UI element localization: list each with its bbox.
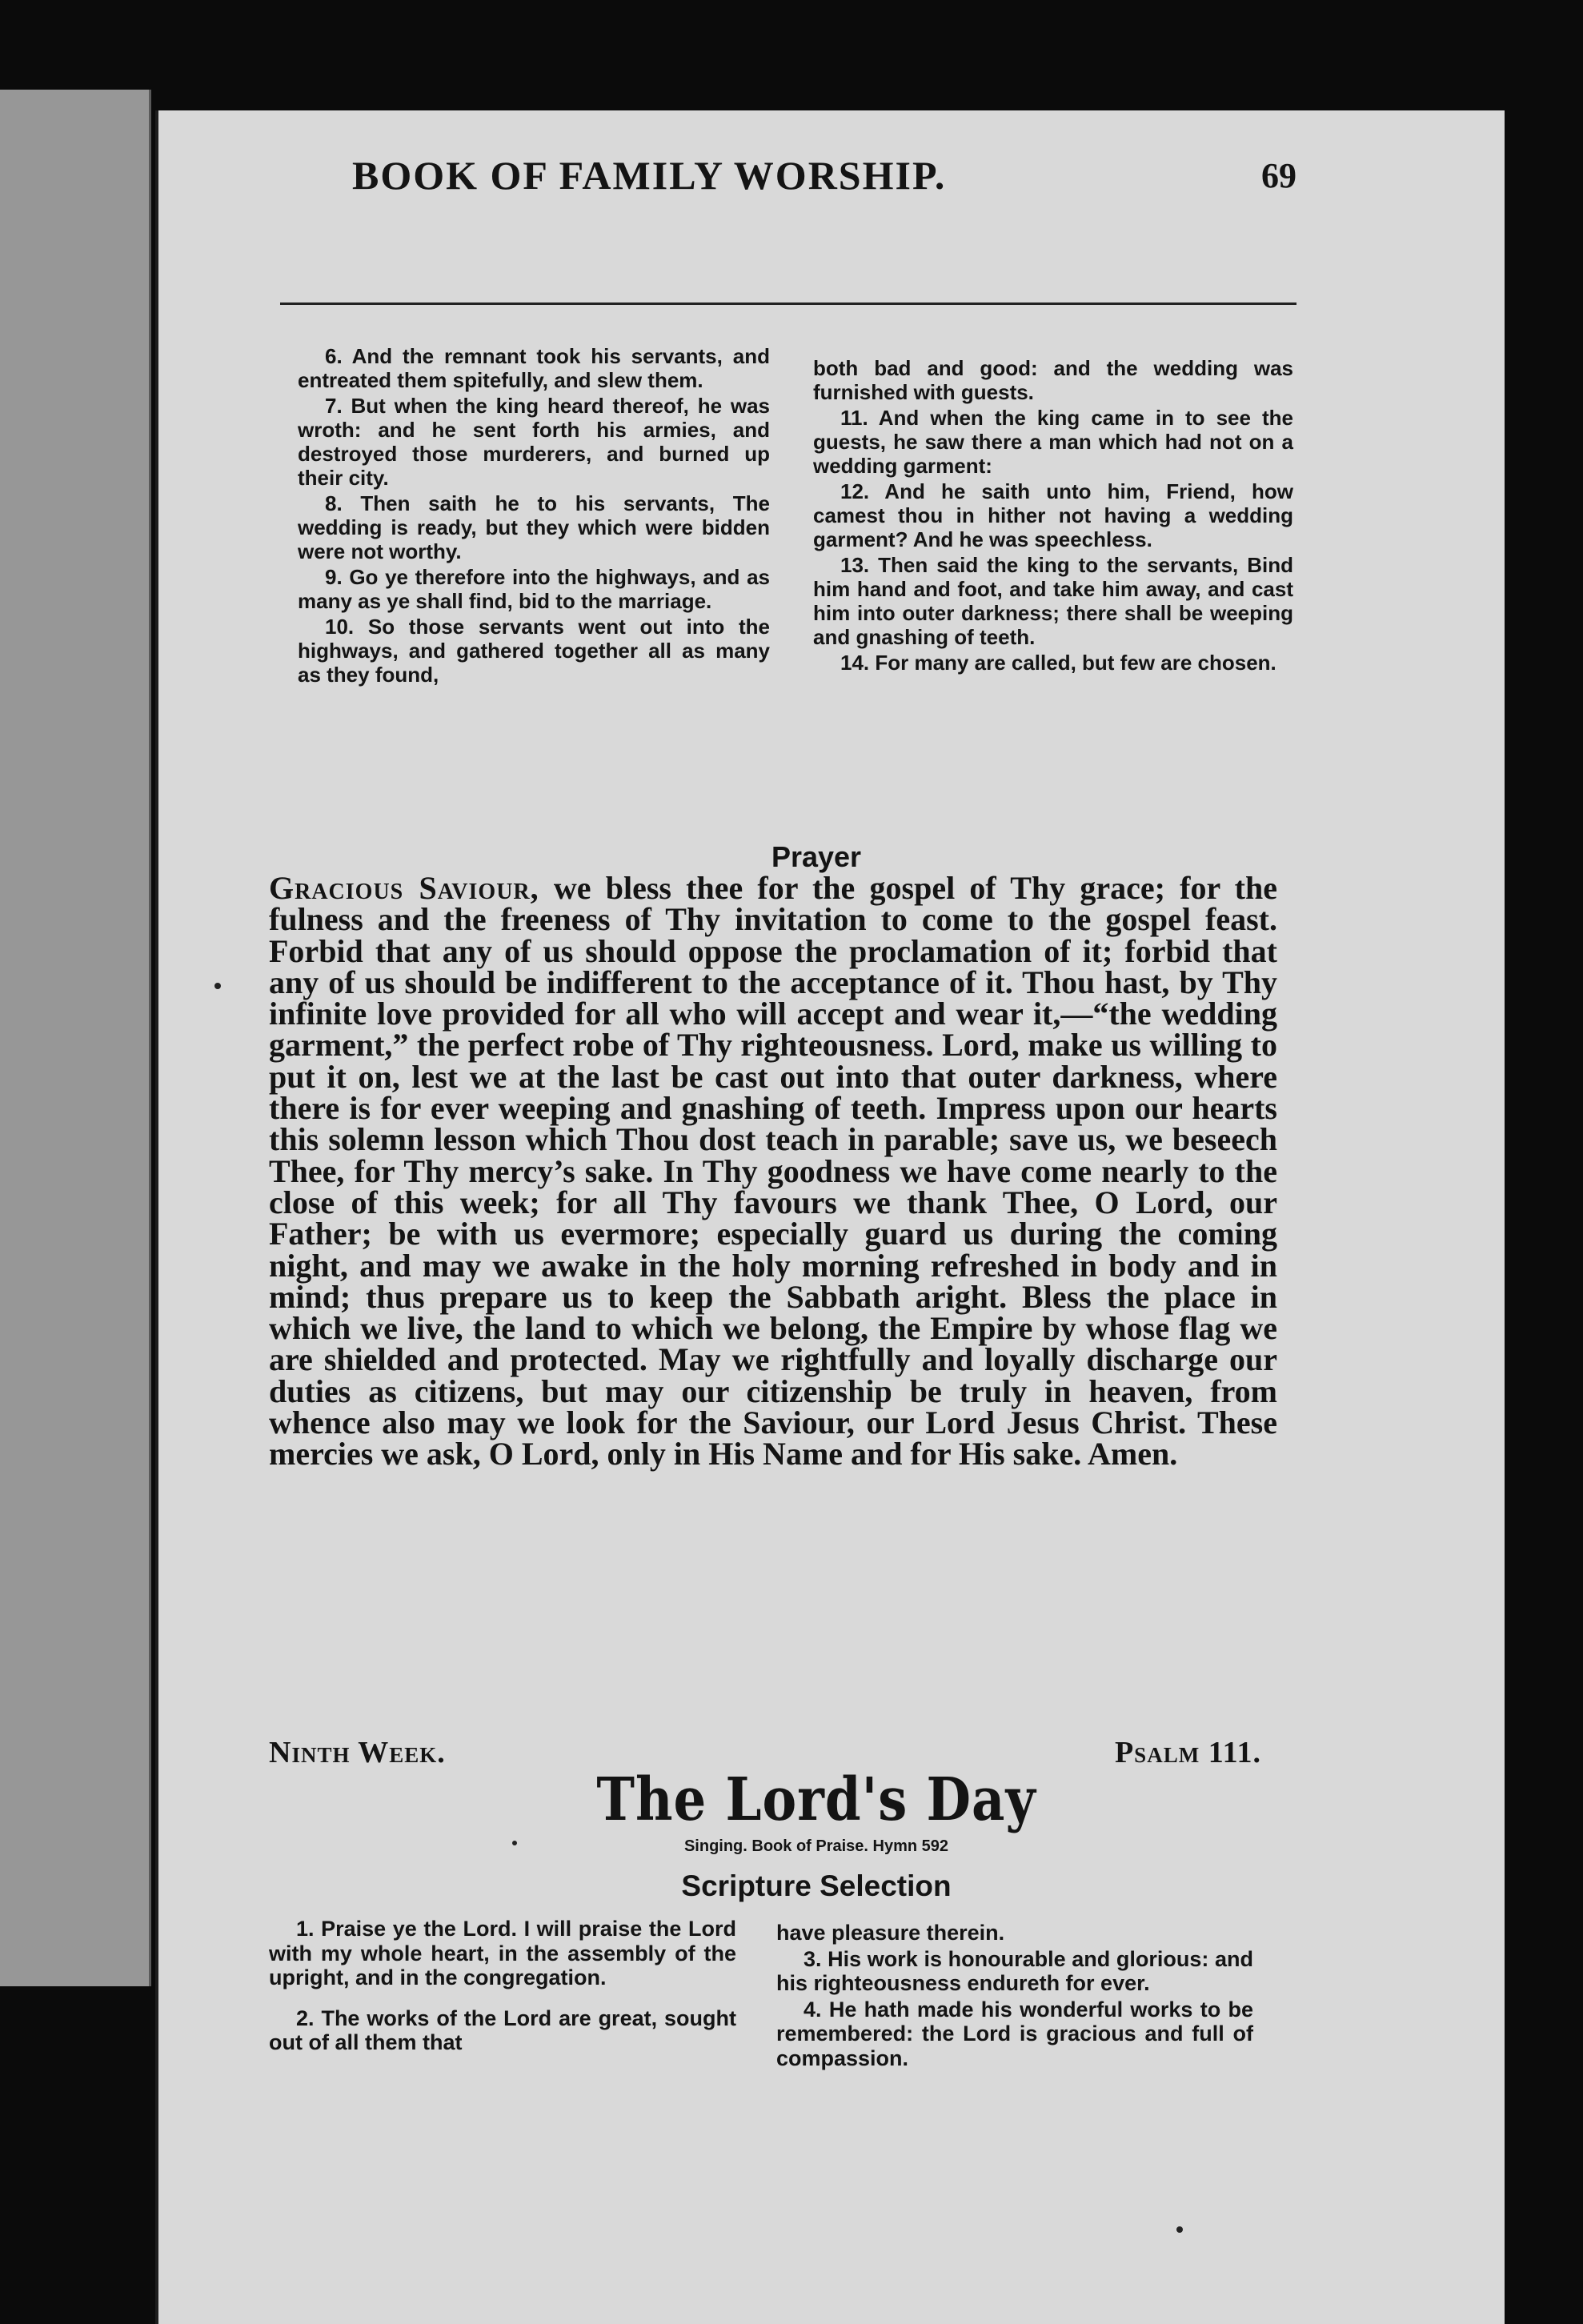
selection-column-left bbox=[269, 1917, 736, 2057]
verse: 8. Then saith he to his servants, The wedding is ready, but they which were bidden were not worthy. bbox=[298, 491, 770, 563]
verse: 2. The works of the Lord are great, sought out of all them that bbox=[269, 2005, 736, 2054]
prayer-text bbox=[269, 870, 1277, 1473]
verse: 13. Then said the king to the servants, Bind him hand and foot, and take him away, and cast him into outer darkness; there shall be weeping and gnashing of teeth. bbox=[813, 553, 1293, 649]
page-header bbox=[160, 152, 1296, 216]
facing-page-edge bbox=[0, 90, 151, 1986]
ink-speck bbox=[512, 1841, 517, 1845]
ink-speck bbox=[214, 983, 221, 989]
verse: 12. And he saith unto him, Friend, how camest thou in hither not having a wedding garment? And he was speechless. bbox=[813, 479, 1293, 551]
prayer-heading: Prayer bbox=[771, 840, 862, 873]
verse: 6. And the remnant took his servants, and entreated them spitefully, and slew them. bbox=[298, 344, 770, 392]
selection-column-right bbox=[776, 1921, 1253, 2072]
header-rule bbox=[280, 303, 1296, 305]
verse: 11. And when the king came in to see the guests, he saw there a man which had not on a wedding garment: bbox=[813, 406, 1293, 478]
scripture-column-left bbox=[298, 344, 770, 688]
singing-note: Singing. Book of Praise. Hymn 592 bbox=[683, 1837, 949, 1855]
verse: 1. Praise ye the Lord. I will praise the Lord with my whole heart, in the assembly of the upright, and in the congregation. bbox=[269, 1917, 736, 1989]
scripture-selection-heading: Scripture Selection bbox=[681, 1869, 952, 1902]
verse: both bad and good: and the wedding was furnished with guests. bbox=[813, 356, 1293, 404]
verse: have pleasure therein. bbox=[776, 1921, 1005, 1945]
section-title: The Lord's Day bbox=[596, 1765, 1036, 1835]
scripture-column-right bbox=[813, 356, 1293, 676]
verse: 3. His work is honourable and glorious: and his righteousness endureth for ever. bbox=[776, 1946, 1253, 1995]
week-label: Ninth Week. bbox=[269, 1736, 446, 1769]
psalm-label: Psalm 111. bbox=[1114, 1736, 1261, 1769]
running-head: BOOK OF FAMILY WORSHIP. bbox=[352, 153, 947, 198]
verse: 9. Go ye therefore into the highways, and as many as ye shall find, bid to the marriage. bbox=[298, 565, 770, 613]
ink-speck bbox=[1176, 2226, 1183, 2233]
prayer-body: we bless thee for the gospel of Thy grace; for the fulness and the freeness of Thy invitation to come to the gospel feast. Forbid that any of us should oppose the proclamation of it; forbid that any of us should be indifferent to the acceptance of it. Thou hast, by Thy infinite love provided for all who will accept and wear it,—“the wedding garment,” the perfect robe of Thy righteousness. Lord, make us willing to put it on, lest we at the last be cast out into that outer darkness, where there is for ever weeping and gnashing of teeth. Impress upon our hearts this solemn lesson which Thou dost teach in parable; save us, we beseech Thee, for Thy mercy’s sake. In Thy goodness we have come nearly to the close of this week; for all Thy favours we thank Thee, O Lord, our Father; be with us evermore; especially guard us during the coming night, and may we awake in the holy morning refreshed in body and in mind; thus prepare us to keep the Sabbath aright. Bless the place in which we live, the land to which we belong, the Empire by whose flag we are shielded and protected. May we rightfully and loyally discharge our duties as citizens, but may our citizenship be truly in heaven, from whence also may we look for the Saviour, our Lord Jesus Christ. These mercies we ask, O Lord, only in His Name and for His sake. Amen. bbox=[269, 870, 1277, 1473]
verse: 4. He hath made his wonderful works to be remembered: the Lord is gracious and full of compassion. bbox=[776, 1997, 1253, 2070]
scan-border bbox=[0, 2292, 155, 2324]
prayer-lead: Gracious Saviour, bbox=[269, 870, 539, 906]
verse: 10. So those servants went out into the highways, and gathered together all as many as they found, bbox=[298, 615, 770, 687]
page-number: 69 bbox=[1261, 156, 1296, 195]
verse: 14. For many are called, but few are chosen. bbox=[840, 651, 1276, 675]
verse: 7. But when the king heard thereof, he was wroth: and he sent forth his armies, and destroyed those murderers, and burned up their city. bbox=[298, 394, 770, 490]
